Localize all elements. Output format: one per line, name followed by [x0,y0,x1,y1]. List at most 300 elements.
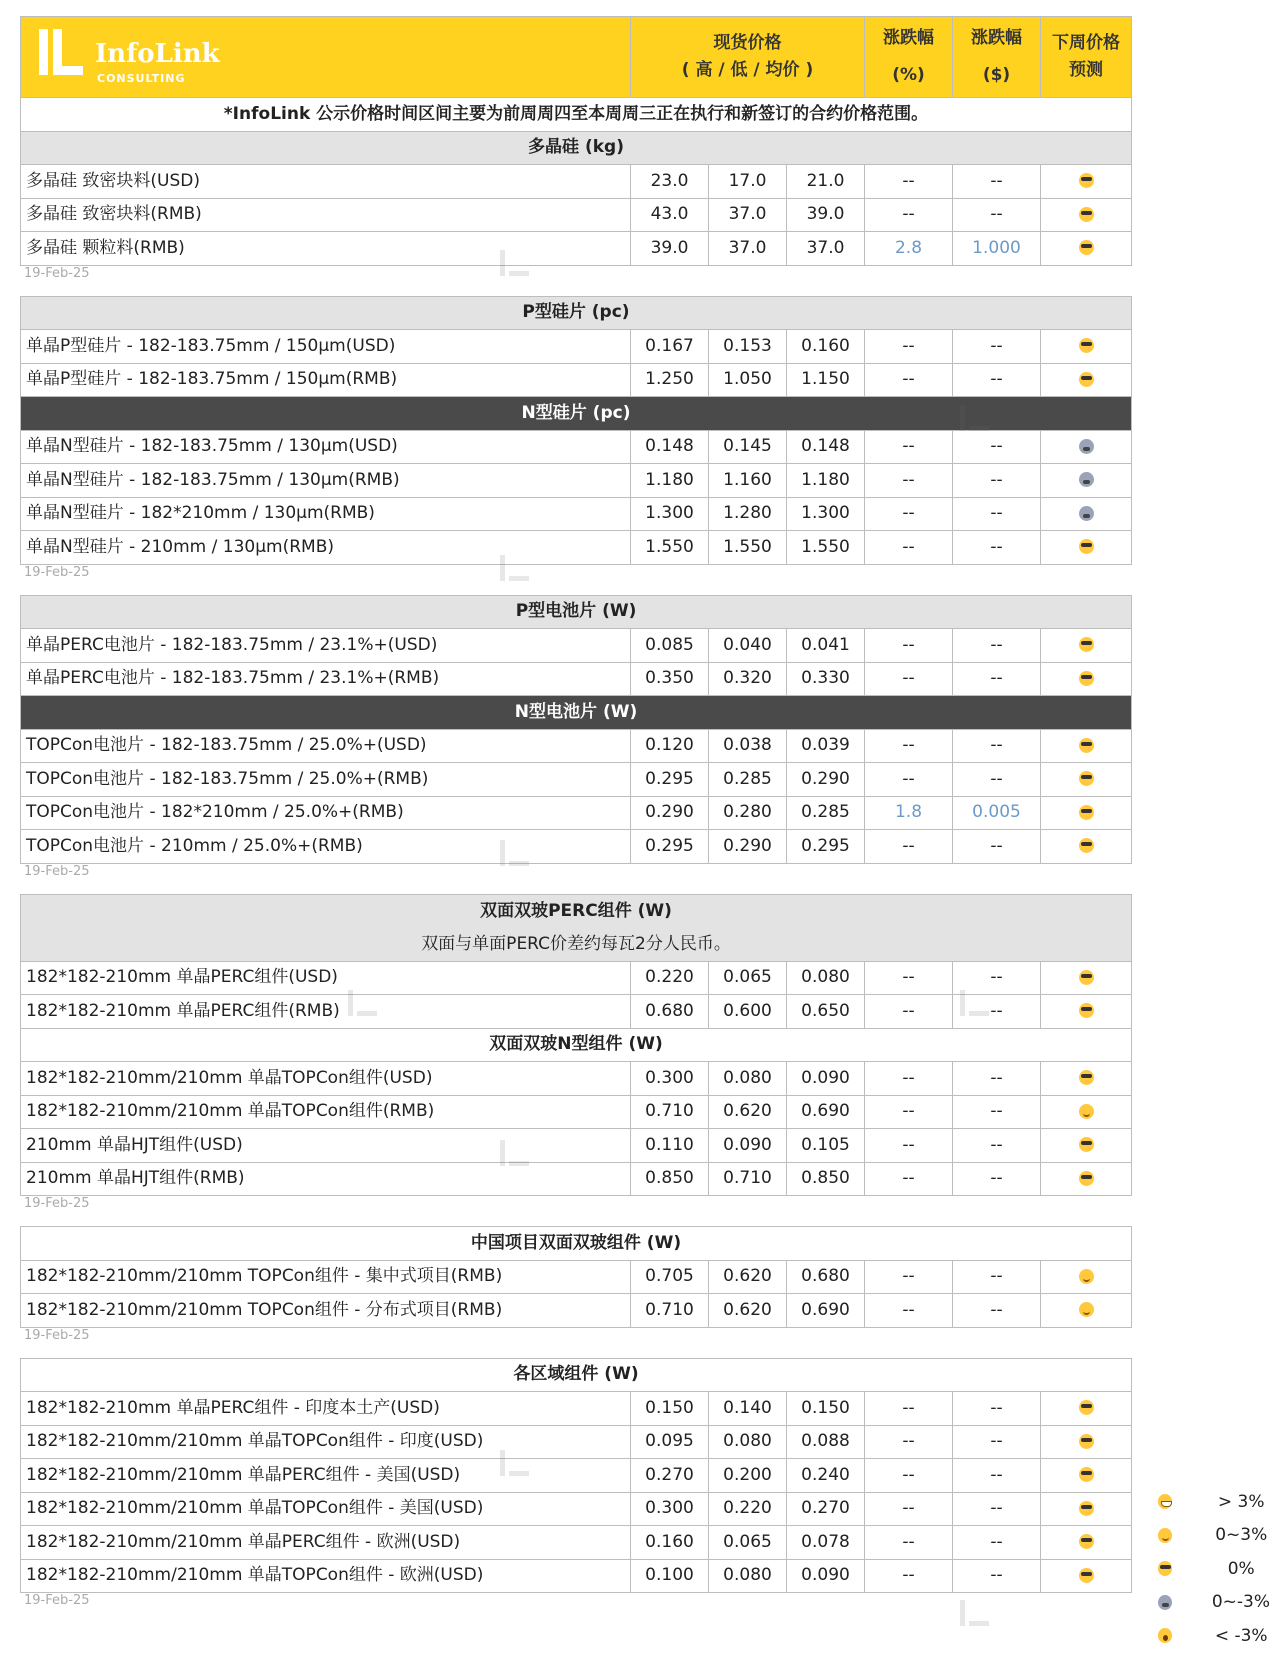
change-usd: -- [953,198,1041,232]
price-high: 0.085 [631,629,709,663]
change-pct: -- [865,995,953,1029]
price-low: 0.620 [709,1294,787,1328]
forecast-cool-icon [1079,1171,1094,1186]
change-pct: -- [865,961,953,995]
product-name: 单晶N型硅片 - 182-183.75mm / 130μm(RMB) [21,464,631,498]
forecast-cool-icon [1079,173,1094,188]
price-table-polysilicon [20,16,1132,266]
watermark-logo-icon [348,990,378,1016]
change-usd: -- [953,330,1041,364]
watermark-logo-icon [960,990,990,1016]
table-row [21,430,1132,464]
change-pct: -- [865,1260,953,1294]
product-name: 单晶N型硅片 - 182-183.75mm / 130μm(USD) [21,430,631,464]
logo-sub-text: CONSULTING [97,72,186,85]
date-label: 19-Feb-25 [24,265,90,281]
price-high: 0.290 [631,796,709,830]
change-pct-header [865,17,953,98]
infolink-logo [21,17,630,97]
price-low: 37.0 [709,232,787,266]
forecast-cell [1041,1425,1132,1459]
watermark-logo-icon [960,405,990,431]
price-avg: 0.150 [787,1392,865,1426]
price-avg: 0.650 [787,995,865,1029]
watermark-logo-icon [500,1450,530,1476]
change-usd: -- [953,1526,1041,1560]
product-name: 单晶PERC电池片 - 182-183.75mm / 23.1%+(RMB) [21,662,631,696]
infolink-logo-mark-icon [39,29,83,81]
forecast-cell [1041,763,1132,797]
product-name: 182*182-210mm/210mm 单晶PERC组件 - 欧洲(USD) [21,1526,631,1560]
price-low: 0.285 [709,763,787,797]
change-pct: -- [865,830,953,864]
table-row [21,1526,1132,1560]
table-row [21,1260,1132,1294]
price-high: 0.350 [631,662,709,696]
price-high: 0.850 [631,1162,709,1196]
legend-item [1150,1619,1270,1653]
change-usd: -- [953,1062,1041,1096]
table-row [21,1559,1132,1593]
price-high: 0.300 [631,1492,709,1526]
legend-smile-icon [1158,1528,1172,1543]
product-name: 182*182-210mm 单晶PERC组件(RMB) [21,995,631,1029]
change-pct: 2.8 [865,232,953,266]
change-usd: -- [953,464,1041,498]
change-usd-header [953,17,1041,98]
change-pct: 1.8 [865,796,953,830]
section-title-regional-module: 各区域组件 (W) [21,1358,1132,1392]
price-low: 0.620 [709,1260,787,1294]
price-avg: 1.180 [787,464,865,498]
price-avg: 0.105 [787,1129,865,1163]
price-high: 0.710 [631,1294,709,1328]
product-name: 182*182-210mm/210mm 单晶TOPCon组件 - 印度(USD) [21,1425,631,1459]
change-usd: -- [953,1492,1041,1526]
forecast-cool-icon [1079,1400,1094,1415]
price-low: 0.145 [709,430,787,464]
table-row [21,1062,1132,1096]
legend-label: 0% [1227,1558,1255,1579]
product-name: 多晶硅 致密块料(RMB) [21,198,631,232]
price-low: 0.220 [709,1492,787,1526]
forecast-fear-icon [1079,439,1094,454]
table-row [21,198,1132,232]
table-row [21,497,1132,531]
change-usd: 1.000 [953,232,1041,266]
change-usd: -- [953,830,1041,864]
forecast-cell [1041,531,1132,565]
price-avg: 0.850 [787,1162,865,1196]
forecast-cell [1041,1260,1132,1294]
price-high: 0.680 [631,995,709,1029]
price-high: 0.270 [631,1459,709,1493]
change-pct-header-line2: (%) [892,65,925,85]
price-low: 0.080 [709,1062,787,1096]
product-name: 210mm 单晶HJT组件(USD) [21,1129,631,1163]
forecast-cool-icon [1079,1434,1094,1449]
change-usd: -- [953,1260,1041,1294]
forecast-cool-icon [1079,970,1094,985]
product-name: TOPCon电池片 - 210mm / 25.0%+(RMB) [21,830,631,864]
product-name: 单晶PERC电池片 - 182-183.75mm / 23.1%+(USD) [21,629,631,663]
price-avg: 0.090 [787,1062,865,1096]
change-pct: -- [865,1095,953,1129]
price-table-china-project [20,1226,1132,1328]
change-pct: -- [865,1294,953,1328]
price-avg: 0.088 [787,1425,865,1459]
table-row [21,1129,1132,1163]
forecast-cool-icon [1079,240,1094,255]
change-usd: -- [953,165,1041,199]
forecast-cell [1041,330,1132,364]
forecast-header-line1: 下周价格 [1052,33,1120,53]
date-label: 19-Feb-25 [24,1327,90,1343]
product-name: 单晶P型硅片 - 182-183.75mm / 150μm(RMB) [21,363,631,397]
price-high: 39.0 [631,232,709,266]
forecast-cool-icon [1079,1070,1094,1085]
price-avg: 0.680 [787,1260,865,1294]
price-high: 23.0 [631,165,709,199]
forecast-cell [1041,464,1132,498]
price-low: 37.0 [709,198,787,232]
price-avg: 1.150 [787,363,865,397]
date-label: 19-Feb-25 [24,1593,90,1608]
change-usd: -- [953,430,1041,464]
forecast-cell [1041,363,1132,397]
forecast-cell [1041,729,1132,763]
forecast-cool-icon [1079,539,1094,554]
table-row [21,330,1132,364]
price-low: 0.140 [709,1392,787,1426]
change-pct: -- [865,531,953,565]
change-pct: -- [865,430,953,464]
forecast-cell [1041,1162,1132,1196]
legend-grin-icon [1158,1494,1172,1509]
product-name: 210mm 单晶HJT组件(RMB) [21,1162,631,1196]
section-title-polysilicon: 多晶硅 (kg) [21,131,1132,165]
product-name: 182*182-210mm/210mm 单晶PERC组件 - 美国(USD) [21,1459,631,1493]
product-name: TOPCon电池片 - 182-183.75mm / 25.0%+(RMB) [21,763,631,797]
change-pct: -- [865,165,953,199]
perc-price-gap-note: 双面与单面PERC价差约每瓦2分人民币。 [21,928,1132,962]
legend-item [1150,1519,1270,1553]
product-name: 182*182-210mm 单晶PERC组件 - 印度本土产(USD) [21,1392,631,1426]
change-usd: -- [953,763,1041,797]
change-usd: -- [953,363,1041,397]
price-low: 0.065 [709,1526,787,1560]
price-avg: 0.690 [787,1095,865,1129]
price-high: 0.295 [631,830,709,864]
change-pct: -- [865,1129,953,1163]
forecast-cool-icon [1079,1137,1094,1152]
table-row [21,232,1132,266]
change-pct: -- [865,662,953,696]
forecast-cool-icon [1079,738,1094,753]
change-usd: -- [953,995,1041,1029]
change-pct: -- [865,363,953,397]
price-high: 0.167 [631,330,709,364]
legend-label: 0~-3% [1211,1592,1270,1613]
forecast-cool-icon [1079,1501,1094,1516]
product-name: 182*182-210mm 单晶PERC组件(USD) [21,961,631,995]
price-high: 1.180 [631,464,709,498]
change-usd: -- [953,961,1041,995]
forecast-cool-icon [1079,372,1094,387]
spot-price-header-line2: ( 高 / 低 / 均价 ) [681,60,814,80]
watermark-logo-icon [500,840,530,866]
product-name: TOPCon电池片 - 182*210mm / 25.0%+(RMB) [21,796,631,830]
price-low: 0.200 [709,1459,787,1493]
forecast-cool-icon [1079,771,1094,786]
forecast-cool-icon [1079,1467,1094,1482]
forecast-cool-icon [1079,1568,1094,1583]
price-low: 0.080 [709,1425,787,1459]
change-usd: -- [953,1392,1041,1426]
table-row [21,1492,1132,1526]
forecast-cell [1041,1294,1132,1328]
forecast-cell [1041,165,1132,199]
product-name: 182*182-210mm/210mm TOPCon组件 - 集中式项目(RMB) [21,1260,631,1294]
price-avg: 0.290 [787,763,865,797]
table-row [21,729,1132,763]
price-report [20,16,1131,1609]
price-avg: 0.690 [787,1294,865,1328]
forecast-header [1041,17,1132,98]
price-high: 0.150 [631,1392,709,1426]
price-table-cell [20,595,1132,864]
price-high: 0.148 [631,430,709,464]
price-table-module [20,894,1132,1197]
table-row [21,1459,1132,1493]
spot-price-header-line1: 现货价格 [713,33,782,53]
change-pct: -- [865,464,953,498]
table-row [21,763,1132,797]
forecast-cool-icon [1079,1534,1094,1549]
legend-item [1150,1586,1270,1620]
price-high: 0.160 [631,1526,709,1560]
change-usd: -- [953,1459,1041,1493]
forecast-cell [1041,1459,1132,1493]
price-avg: 0.285 [787,796,865,830]
forecast-cell [1041,796,1132,830]
change-usd: 0.005 [953,796,1041,830]
legend-item [1150,1552,1270,1586]
price-low: 0.153 [709,330,787,364]
product-name: 182*182-210mm/210mm 单晶TOPCon组件(USD) [21,1062,631,1096]
forecast-fear-icon [1079,506,1094,521]
section-title-n-module: 双面双玻N型组件 (W) [21,1028,1132,1062]
change-pct: -- [865,1062,953,1096]
forecast-fear-icon [1079,472,1094,487]
price-avg: 39.0 [787,198,865,232]
price-low: 1.550 [709,531,787,565]
forecast-cool-icon [1079,207,1094,222]
forecast-header-line2: 预测 [1069,60,1103,80]
forecast-cell [1041,1129,1132,1163]
price-period-note: *InfoLink 公示价格时间区间主要为前周周四至本周周三正在执行和新签订的合约价格范围。 [21,98,1132,132]
date-label: 19-Feb-25 [24,1196,90,1211]
change-usd: -- [953,629,1041,663]
price-avg: 0.080 [787,961,865,995]
table-row [21,1095,1132,1129]
forecast-smile-icon [1079,1269,1094,1284]
price-low: 0.090 [709,1129,787,1163]
change-usd: -- [953,1559,1041,1593]
forecast-cell [1041,430,1132,464]
product-name: 182*182-210mm/210mm 单晶TOPCon组件(RMB) [21,1095,631,1129]
price-low: 0.710 [709,1162,787,1196]
watermark-logo-icon [500,555,530,581]
table-row [21,629,1132,663]
forecast-cool-icon [1079,805,1094,820]
price-avg: 21.0 [787,165,865,199]
product-name: TOPCon电池片 - 182-183.75mm / 25.0%+(USD) [21,729,631,763]
change-pct-header-line1: 涨跌幅 [883,28,934,48]
price-avg: 0.041 [787,629,865,663]
price-low: 17.0 [709,165,787,199]
price-avg: 0.090 [787,1559,865,1593]
section-title-china-project-module: 中国项目双面双玻组件 (W) [21,1227,1132,1261]
date-label: 19-Feb-25 [24,863,90,879]
price-high: 0.120 [631,729,709,763]
logo-brand-text: InfoLink [95,39,220,69]
table-row [21,796,1132,830]
section-title-p-cell: P型电池片 (W) [21,595,1132,629]
price-high: 0.095 [631,1425,709,1459]
change-pct: -- [865,1526,953,1560]
change-usd: -- [953,1129,1041,1163]
forecast-cell [1041,1492,1132,1526]
product-name: 182*182-210mm/210mm 单晶TOPCon组件 - 美国(USD) [21,1492,631,1526]
watermark-logo-icon [960,1600,990,1626]
change-pct: -- [865,198,953,232]
price-avg: 37.0 [787,232,865,266]
price-avg: 0.295 [787,830,865,864]
forecast-cool-icon [1079,671,1094,686]
forecast-cell [1041,232,1132,266]
price-avg: 1.300 [787,497,865,531]
price-high: 0.220 [631,961,709,995]
spot-price-header [631,17,865,98]
legend-label: 0~3% [1215,1525,1268,1546]
price-low: 1.050 [709,363,787,397]
section-title-p-wafer: P型硅片 (pc) [21,296,1132,330]
price-low: 0.280 [709,796,787,830]
change-usd: -- [953,1425,1041,1459]
change-usd: -- [953,729,1041,763]
price-avg: 0.240 [787,1459,865,1493]
price-low: 1.160 [709,464,787,498]
change-usd: -- [953,1294,1041,1328]
change-pct: -- [865,1392,953,1426]
table-header [21,17,1132,98]
forecast-cell [1041,629,1132,663]
price-avg: 0.148 [787,430,865,464]
table-row [21,464,1132,498]
legend-fear-icon [1158,1595,1172,1610]
legend-item [1150,1485,1270,1519]
table-row [21,830,1132,864]
table-row [21,1294,1132,1328]
change-usd: -- [953,531,1041,565]
product-name: 单晶P型硅片 - 182-183.75mm / 150μm(USD) [21,330,631,364]
forecast-legend [1150,1485,1270,1653]
product-name: 多晶硅 致密块料(USD) [21,165,631,199]
price-low: 0.320 [709,662,787,696]
price-avg: 0.160 [787,330,865,364]
table-row [21,531,1132,565]
change-pct: -- [865,629,953,663]
price-low: 0.290 [709,830,787,864]
price-avg: 0.270 [787,1492,865,1526]
change-usd: -- [953,1162,1041,1196]
change-pct: -- [865,330,953,364]
forecast-cell [1041,1062,1132,1096]
forecast-cell [1041,1526,1132,1560]
price-low: 0.065 [709,961,787,995]
price-high: 43.0 [631,198,709,232]
forecast-cell [1041,497,1132,531]
table-row [21,1392,1132,1426]
forecast-cell [1041,1559,1132,1593]
forecast-cell [1041,1392,1132,1426]
forecast-cool-icon [1079,338,1094,353]
change-usd: -- [953,497,1041,531]
forecast-cell [1041,662,1132,696]
price-high: 1.300 [631,497,709,531]
legend-cool-icon [1158,1561,1172,1576]
change-pct: -- [865,1559,953,1593]
change-pct: -- [865,497,953,531]
price-high: 0.100 [631,1559,709,1593]
price-low: 0.600 [709,995,787,1029]
change-usd: -- [953,662,1041,696]
price-low: 0.040 [709,629,787,663]
forecast-cell [1041,961,1132,995]
legend-shock-icon [1158,1628,1172,1643]
forecast-cell [1041,1095,1132,1129]
forecast-cool-icon [1079,838,1094,853]
change-pct: -- [865,729,953,763]
price-high: 0.295 [631,763,709,797]
price-low: 0.620 [709,1095,787,1129]
table-row [21,1425,1132,1459]
price-low: 1.280 [709,497,787,531]
forecast-smile-icon [1079,1104,1094,1119]
change-usd-header-line1: 涨跌幅 [971,28,1022,48]
section-title-perc-module: 双面双玻PERC组件 (W) [21,894,1132,928]
change-pct: -- [865,1459,953,1493]
price-avg: 1.550 [787,531,865,565]
table-row [21,662,1132,696]
change-pct: -- [865,763,953,797]
watermark-logo-icon [500,1140,530,1166]
price-table-regional [20,1358,1132,1594]
forecast-cool-icon [1079,1003,1094,1018]
price-avg: 0.078 [787,1526,865,1560]
product-name: 单晶N型硅片 - 210mm / 130μm(RMB) [21,531,631,565]
price-high: 1.250 [631,363,709,397]
watermark-logo-icon [500,250,530,276]
change-pct: -- [865,1162,953,1196]
table-row [21,165,1132,199]
price-high: 0.110 [631,1129,709,1163]
product-name: 182*182-210mm/210mm 单晶TOPCon组件 - 欧洲(USD) [21,1559,631,1593]
price-avg: 0.039 [787,729,865,763]
price-high: 1.550 [631,531,709,565]
price-avg: 0.330 [787,662,865,696]
